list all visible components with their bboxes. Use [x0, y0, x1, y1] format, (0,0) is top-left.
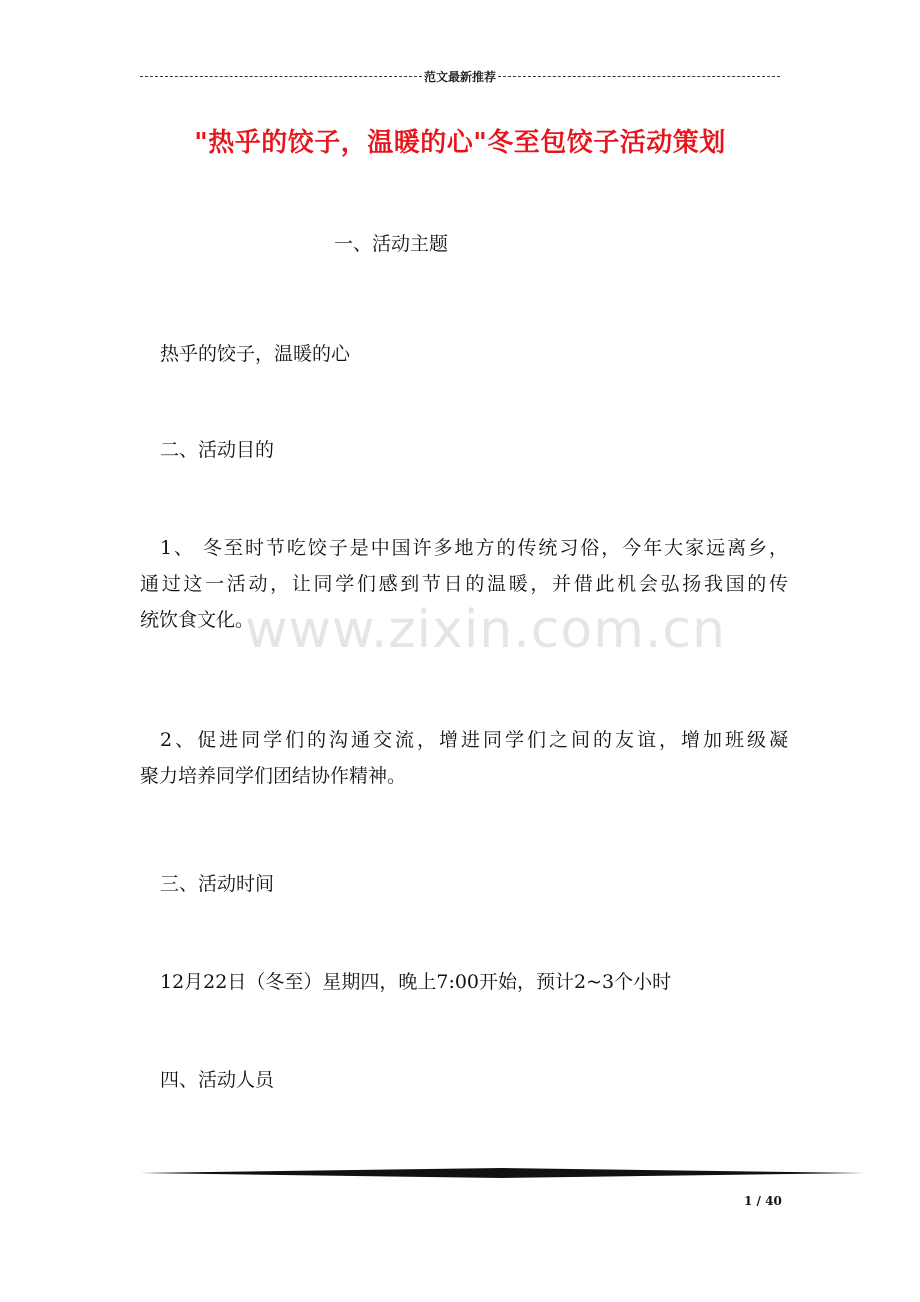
purpose-1-line-3: 统饮食文化。: [140, 609, 255, 631]
purpose-1-line-2: 通过这一活动，让同学们感到节日的温暖，并借此机会弘扬我国的传: [140, 573, 788, 595]
page-header: [140, 66, 780, 86]
header-text: 范文最新推荐: [424, 69, 497, 84]
theme-heading: 一、活动主题: [334, 233, 449, 255]
people-heading: 四、活动人员: [160, 1069, 275, 1091]
purpose-paragraph-1: [140, 530, 788, 638]
theme-text: 热乎的饺子，温暖的心: [160, 343, 351, 365]
purpose-1-line-1: 1、 冬至时节吃饺子是中国许多地方的传统习俗，今年大家远离乡，: [160, 537, 788, 559]
document-title: "热乎的饺子，温暖的心"冬至包饺子活动策划: [194, 128, 726, 158]
time-heading: 三、活动时间: [160, 873, 275, 895]
watermark: www.zixin.com.cn: [245, 600, 726, 660]
time-text: 12月22日（冬至）星期四，晚上7:00开始，预计2~3个小时: [160, 971, 672, 993]
purpose-heading: 二、活动目的: [160, 439, 275, 461]
header-dash-left: [140, 76, 422, 77]
page-number: 1 / 40: [744, 1194, 782, 1208]
purpose-2-line-1: 2、促进同学们的沟通交流，增进同学们之间的友谊，增加班级凝: [160, 729, 788, 751]
header-dash-right: [498, 76, 780, 77]
purpose-2-line-2: 聚力培养同学们团结协作精神。: [140, 765, 407, 787]
footer-rule: [140, 1166, 864, 1180]
purpose-paragraph-2: [140, 722, 788, 794]
